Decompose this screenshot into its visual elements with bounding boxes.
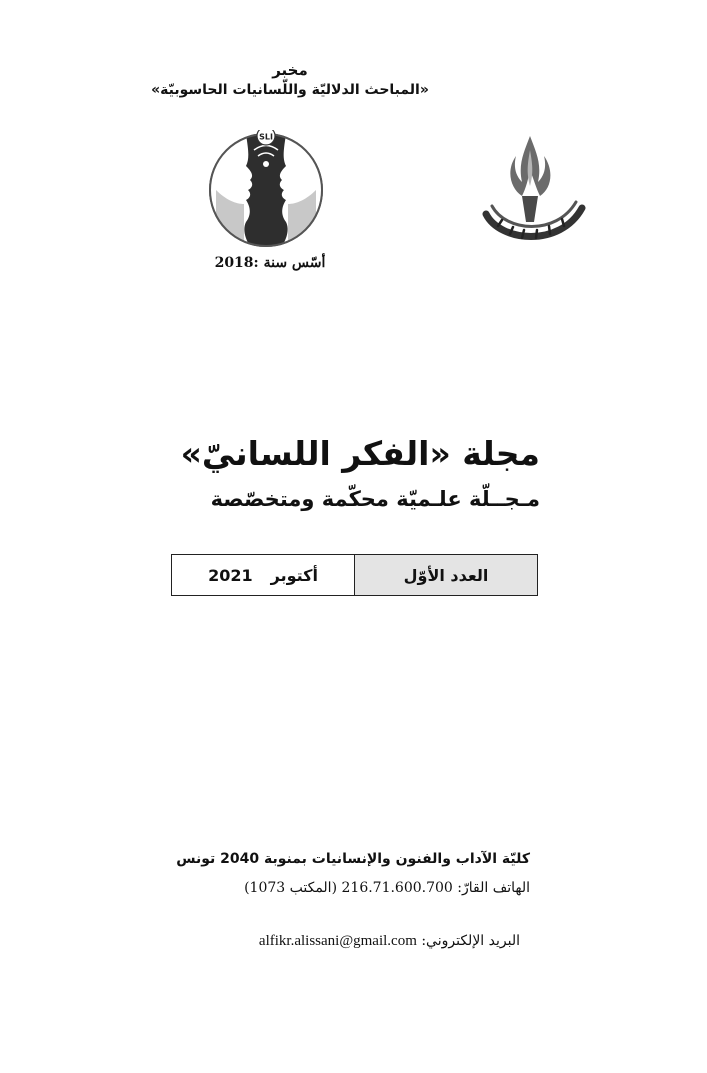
faces-vase-logo-icon <box>206 130 326 250</box>
journal-subtitle: مـجــلّة علـميّة محكّمة ومتخصّصة <box>210 487 540 511</box>
faculty-flame-logo-icon <box>470 130 592 260</box>
email-address[interactable]: alfikr.alissani@gmail.com <box>258 933 417 949</box>
faculty-address: كليّة الآداب والفنون والإنسانيات بمنوبة 2040 تونس <box>176 851 530 867</box>
lab-heading <box>130 60 450 100</box>
email-label: البريد الإلكتروني: <box>421 933 520 949</box>
issue-number: العدد الأوّل <box>403 565 489 585</box>
faculty-logo <box>470 130 592 260</box>
issue-date-cell <box>172 555 355 595</box>
journal-title: مجلة «الفكر اللسانيّ» <box>180 434 540 473</box>
lab-logo <box>206 130 326 250</box>
issue-month: أكتوبر <box>270 565 318 585</box>
lab-label: مخبر <box>272 61 308 79</box>
issue-info-box <box>171 554 538 596</box>
issue-year: 2021 <box>208 565 253 585</box>
lab-logo-text: SLI <box>259 132 273 142</box>
email-line <box>150 930 520 952</box>
phone-line: الهاتف القارّ: 216.71.600.700 (المكتب 1073) <box>244 880 530 896</box>
issue-number-cell <box>355 555 537 595</box>
lab-name: «المباحث الدلاليّة واللّسانيات الحاسوبيّة» <box>151 82 429 98</box>
founded-year: أسّس سنة :2018 <box>214 255 326 271</box>
